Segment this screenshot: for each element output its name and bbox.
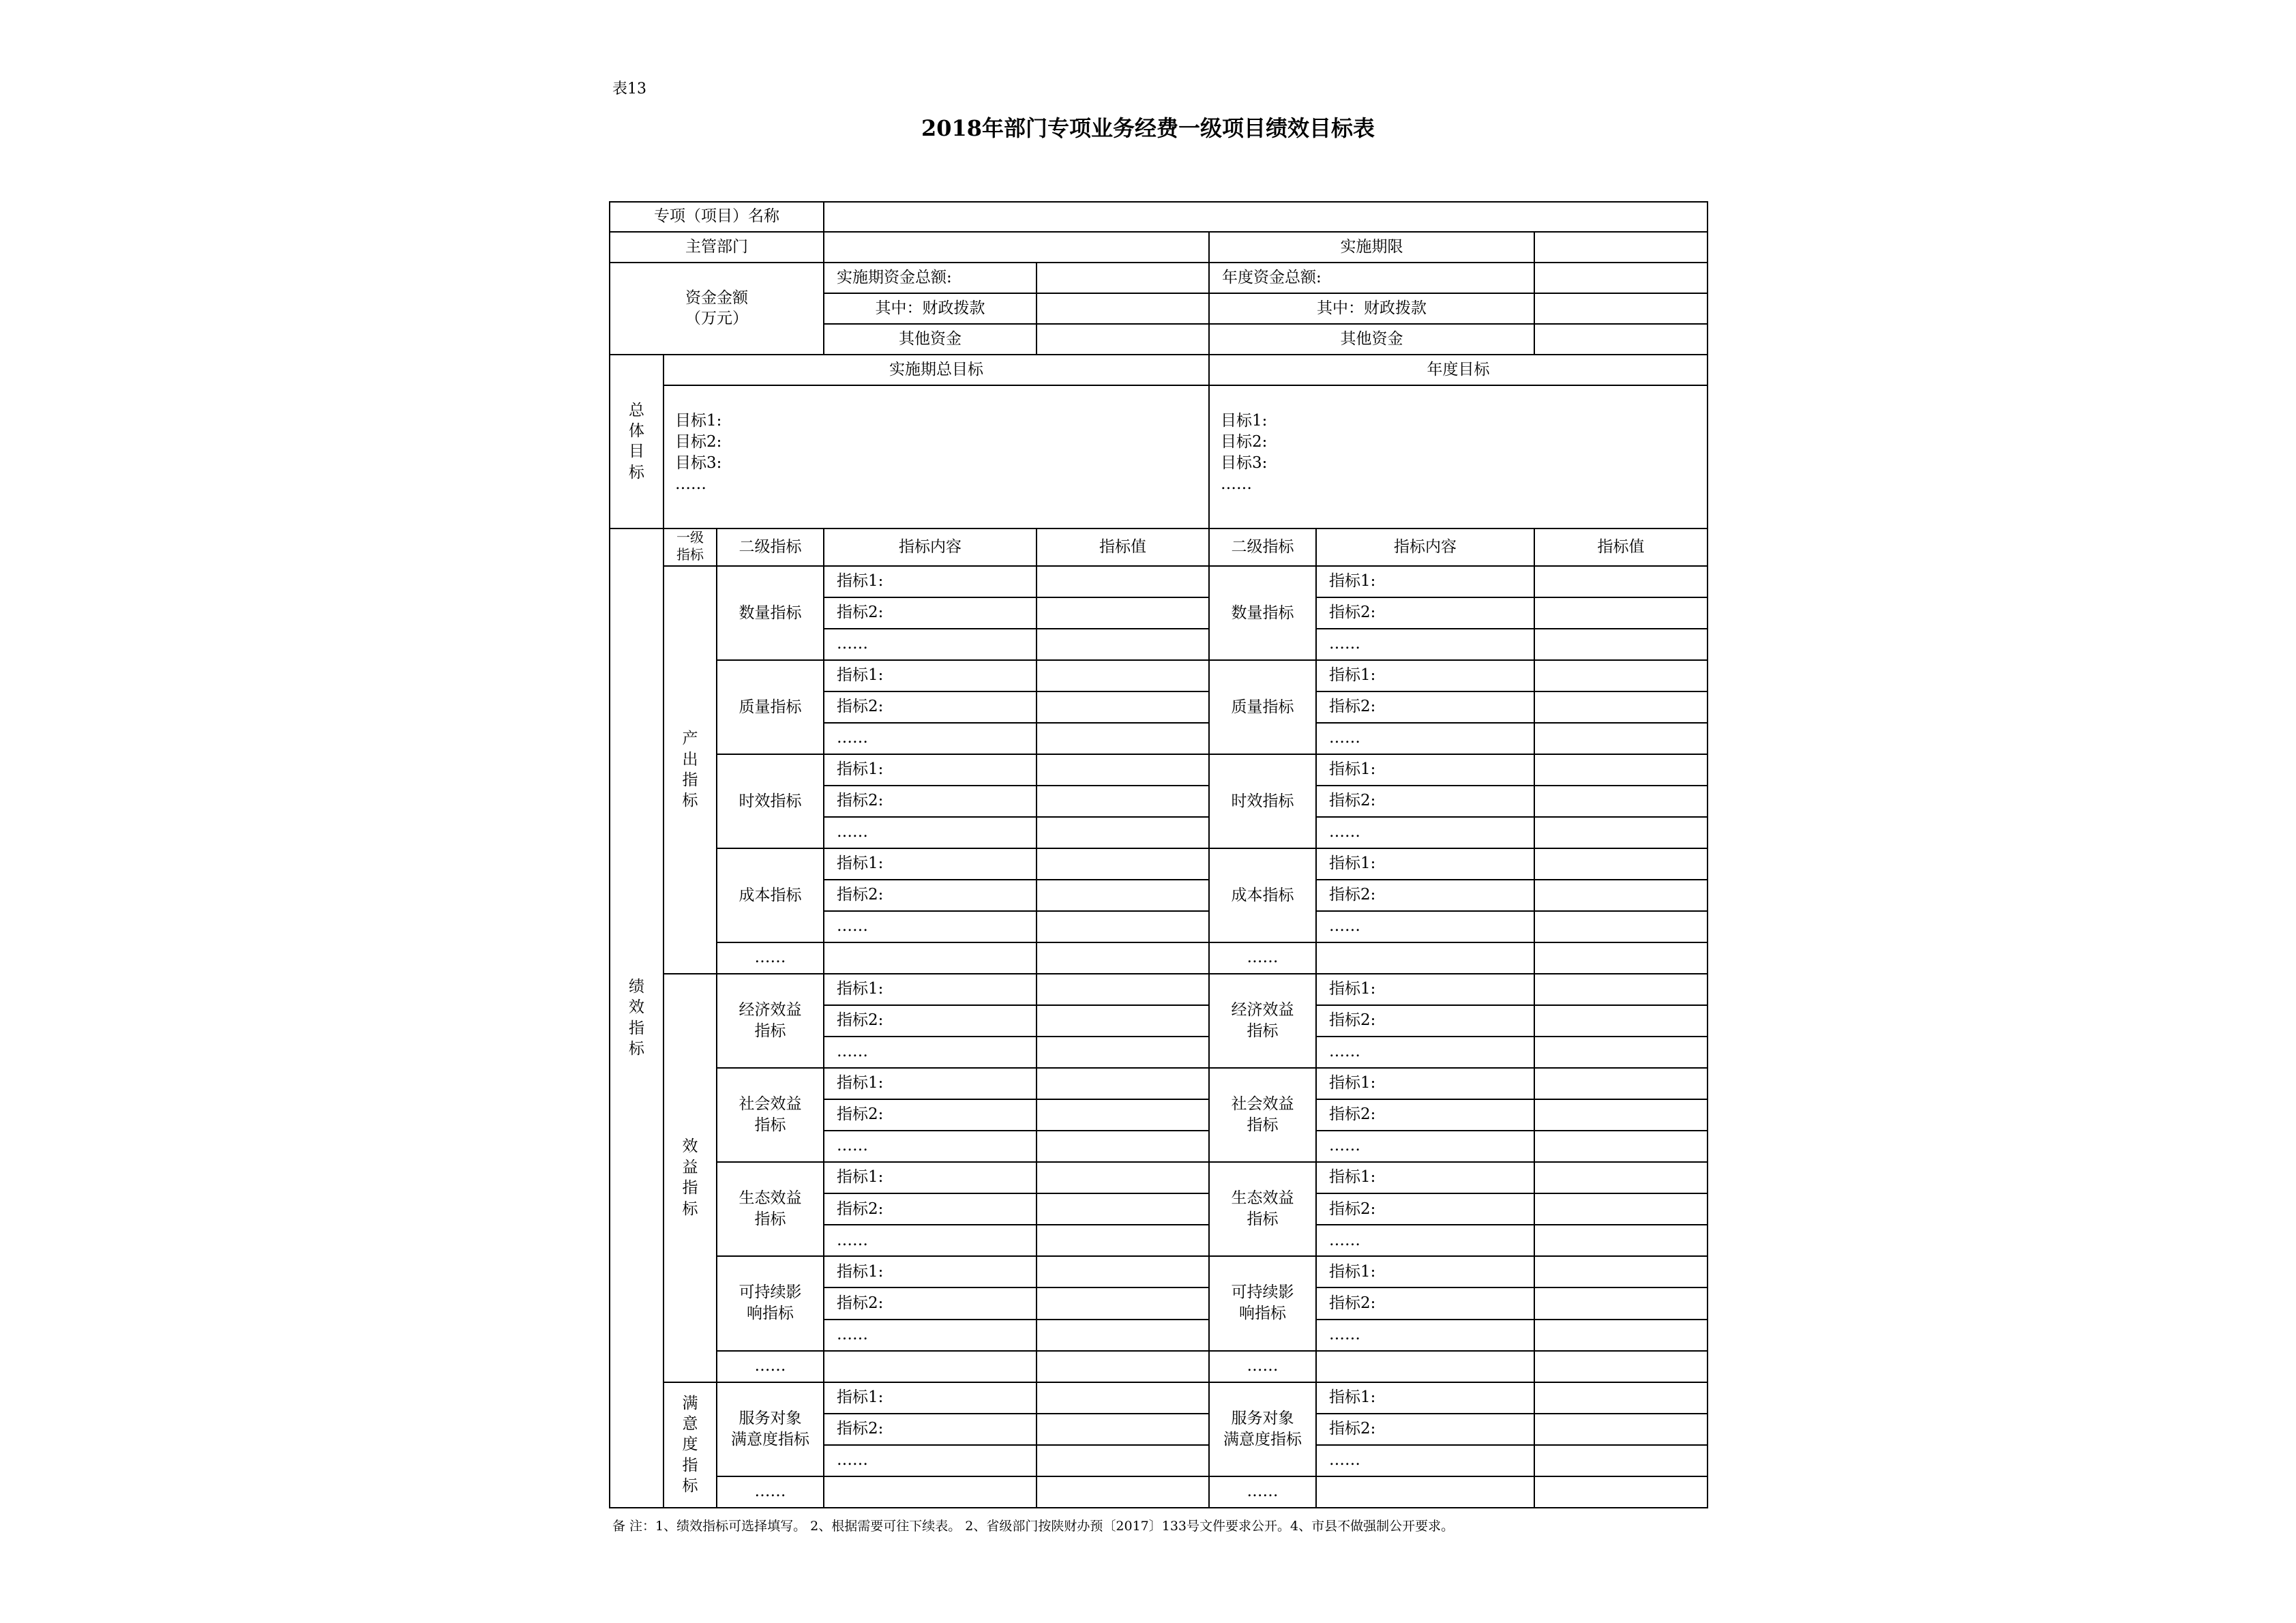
indicator-content-left[interactable]: …… [824,629,1037,660]
goal-item: 目标1: [675,412,722,430]
indicator-content-right[interactable]: …… [1316,1225,1534,1256]
indicator-value-left[interactable] [1037,566,1209,597]
indicator-value-right[interactable] [1534,1193,1708,1225]
indicator-content-left[interactable]: …… [824,1131,1037,1162]
goal-item: 目标2: [675,433,722,451]
value-header-left: 指标值 [1037,528,1209,566]
performance-target-table [609,201,1708,1508]
indicator-content-left[interactable]: 指标2: [824,691,1037,723]
indicator-value-left[interactable] [1037,1162,1209,1193]
indicator-value-left[interactable] [1037,629,1209,660]
indicator-content-right[interactable]: …… [1316,723,1534,754]
value-header-right: 指标值 [1534,528,1708,566]
indicator-content-left[interactable]: 指标1: [824,974,1037,1005]
level2-left: 数量指标 [717,566,824,660]
indicator-content-right[interactable]: 指标2: [1316,1193,1534,1225]
period-total-label: 实施期资金总额: [824,263,1037,293]
indicator-content-right[interactable]: 指标2: [1316,597,1534,629]
content-header-left: 指标内容 [824,528,1037,566]
content-header-right: 指标内容 [1316,528,1534,566]
indicator-content-right[interactable]: 指标2: [1316,786,1534,817]
annual-goal-content[interactable] [1209,385,1708,528]
period-goal-header: 实施期总目标 [664,355,1209,385]
indicator-content-left[interactable]: 指标1: [824,566,1037,597]
indicator-content-right[interactable]: …… [1316,1445,1534,1476]
indicator-value-left[interactable] [1037,817,1209,848]
indicator-value-right[interactable] [1534,597,1708,629]
indicator-content-left[interactable]: 指标2: [824,597,1037,629]
indicator-content-right[interactable]: 指标1: [1316,1256,1534,1287]
level2-left: 生态效益 指标 [717,1162,824,1256]
performance-indicator-label-text: 绩效指标 [629,978,644,1058]
indicator-value-right[interactable] [1534,974,1708,1005]
indicator-content-left[interactable]: 指标1: [824,1162,1037,1193]
indicator-content-left[interactable]: 指标1: [824,660,1037,691]
level2-right: 服务对象 满意度指标 [1209,1382,1316,1476]
goal-item: …… [1221,475,1252,494]
annual-total-value[interactable] [1534,263,1708,293]
dept-label: 主管部门 [610,232,824,263]
indicator-value-left[interactable] [1037,911,1209,942]
level2-right: 可持续影 响指标 [1209,1256,1316,1350]
indicator-content-left[interactable]: …… [824,817,1037,848]
indicator-value-right[interactable] [1534,942,1708,974]
indicator-value-right[interactable] [1534,911,1708,942]
annual-other-label: 其他资金 [1209,324,1534,355]
level2-right: 数量指标 [1209,566,1316,660]
indicator-value-left[interactable] [1037,1037,1209,1068]
period-label: 实施期限 [1209,232,1534,263]
indicator-content-right[interactable]: …… [1316,1320,1534,1351]
indicator-content-left[interactable]: …… [824,911,1037,942]
output-category [664,566,717,974]
indicator-content-left[interactable]: 指标1: [824,754,1037,786]
indicator-value-left[interactable] [1037,1382,1209,1414]
indicator-content-right[interactable]: 指标1: [1316,974,1534,1005]
period-total-value[interactable] [1037,263,1209,293]
indicator-content-right[interactable]: …… [1316,911,1534,942]
indicator-content-right[interactable]: …… [1316,1037,1534,1068]
period-other-label: 其他资金 [824,324,1037,355]
level2-header-left: 二级指标 [717,528,824,566]
indicator-value-left[interactable] [1037,1476,1209,1508]
indicator-content-right[interactable]: …… [1316,817,1534,848]
indicator-value-right[interactable] [1534,1414,1708,1445]
period-goal-content[interactable] [664,385,1209,528]
indicator-value-left[interactable] [1037,1351,1209,1382]
indicator-value-right[interactable] [1534,1382,1708,1414]
period-value[interactable] [1534,232,1708,263]
period-fiscal-label: 其中：财政拨款 [824,293,1037,324]
funds-label: 资金金额 （万元） [610,263,824,355]
indicator-value-right[interactable] [1534,880,1708,911]
project-name-value[interactable] [824,202,1708,232]
indicator-content-left[interactable]: …… [824,1320,1037,1351]
indicator-content-right[interactable]: 指标2: [1316,880,1534,911]
indicator-content-right[interactable]: …… [1316,1131,1534,1162]
period-fiscal-value[interactable] [1037,293,1209,324]
indicator-value-left[interactable] [1037,1445,1209,1476]
indicator-content-right[interactable]: …… [1316,629,1534,660]
goal-item: 目标2: [1221,433,1268,451]
indicator-value-right[interactable] [1534,1099,1708,1131]
indicator-value-right[interactable] [1534,691,1708,723]
indicator-content-right[interactable]: 指标2: [1316,1099,1534,1131]
indicator-value-left[interactable] [1037,1287,1209,1319]
indicator-value-right[interactable] [1534,566,1708,597]
indicator-content-left[interactable]: 指标2: [824,1193,1037,1225]
indicator-content-right[interactable]: 指标2: [1316,1414,1534,1445]
indicator-content-right[interactable]: 指标1: [1316,754,1534,786]
performance-indicator-label [610,528,664,1508]
benefit-category-text: 效益指标 [682,1137,698,1218]
indicator-content-left[interactable]: 指标2: [824,1099,1037,1131]
indicator-value-left[interactable] [1037,723,1209,754]
overall-goal-label [610,355,664,528]
level1-header-text: 一级指标 [676,529,704,563]
indicator-value-left[interactable] [1037,1005,1209,1037]
annual-fiscal-label: 其中：财政拨款 [1209,293,1534,324]
indicator-content-right[interactable]: 指标2: [1316,691,1534,723]
indicator-value-left[interactable] [1037,660,1209,691]
indicator-content-left[interactable] [824,1476,1037,1508]
indicator-value-left[interactable] [1037,848,1209,880]
indicator-content-left[interactable]: …… [824,1445,1037,1476]
level2-left: 成本指标 [717,848,824,942]
level2-left: 可持续影 响指标 [717,1256,824,1350]
indicator-content-left[interactable]: 指标1: [824,1382,1037,1414]
indicator-content-right[interactable]: 指标2: [1316,1005,1534,1037]
goal-item: …… [675,475,706,494]
indicator-value-right[interactable] [1534,1445,1708,1476]
indicator-value-right[interactable] [1534,786,1708,817]
indicator-content-left[interactable]: 指标2: [824,1414,1037,1445]
benefit-category [664,974,717,1382]
indicator-content-left[interactable] [824,1351,1037,1382]
annual-goal-header: 年度目标 [1209,355,1708,385]
level2-more-left: …… [717,1476,824,1508]
indicator-value-left[interactable] [1037,691,1209,723]
level2-right: 社会效益 指标 [1209,1068,1316,1162]
goal-item: 目标3: [1221,454,1268,473]
indicator-content-right[interactable] [1316,942,1534,974]
indicator-value-left[interactable] [1037,1099,1209,1131]
indicator-content-left[interactable]: 指标2: [824,1005,1037,1037]
indicator-content-left[interactable]: 指标2: [824,880,1037,911]
level2-left: 服务对象 满意度指标 [717,1382,824,1476]
indicator-value-right[interactable] [1534,1351,1708,1382]
level2-more-right: …… [1209,1476,1316,1508]
indicator-content-left[interactable]: 指标1: [824,848,1037,880]
level2-right: 时效指标 [1209,754,1316,848]
indicator-value-right[interactable] [1534,629,1708,660]
indicator-value-right[interactable] [1534,1225,1708,1256]
overall-goal-label-text: 总体目标 [629,401,644,481]
indicator-content-right[interactable] [1316,1476,1534,1508]
level2-more-right: …… [1209,942,1316,974]
indicator-value-left[interactable] [1037,597,1209,629]
indicator-content-right[interactable]: 指标2: [1316,1287,1534,1319]
indicator-value-left[interactable] [1037,1414,1209,1445]
indicator-content-right[interactable]: 指标1: [1316,1068,1534,1099]
table-number-label: 表13 [612,80,646,98]
indicator-value-right[interactable] [1534,1037,1708,1068]
indicator-value-right[interactable] [1534,1320,1708,1351]
level2-header-right: 二级指标 [1209,528,1316,566]
level2-more-left: …… [717,1351,824,1382]
indicator-content-left[interactable]: …… [824,723,1037,754]
indicator-content-left[interactable]: …… [824,1225,1037,1256]
footnote: 备 注：1、绩效指标可选择填写。 2、根据需要可往下续表。 2、省级部门按陕财办预〔2017〕133号文件要求公开。4、市县不做强制公开要求。 [612,1519,1455,1534]
indicator-content-left[interactable]: 指标2: [824,1287,1037,1319]
indicator-value-right[interactable] [1534,1068,1708,1099]
indicator-value-right[interactable] [1534,1287,1708,1319]
project-name-label: 专项（项目）名称 [610,202,824,232]
indicator-content-left[interactable]: …… [824,1037,1037,1068]
annual-other-value[interactable] [1534,324,1708,355]
level2-right: 经济效益 指标 [1209,974,1316,1068]
indicator-content-right[interactable]: 指标1: [1316,848,1534,880]
level2-more-right: …… [1209,1351,1316,1382]
indicator-value-left[interactable] [1037,786,1209,817]
indicator-content-right[interactable]: 指标1: [1316,1162,1534,1193]
indicator-value-left[interactable] [1037,1068,1209,1099]
level2-left: 经济效益 指标 [717,974,824,1068]
indicator-value-right[interactable] [1534,1005,1708,1037]
indicator-value-right[interactable] [1534,754,1708,786]
indicator-content-left[interactable]: 指标2: [824,786,1037,817]
indicator-value-left[interactable] [1037,1131,1209,1162]
indicator-content-right[interactable]: 指标1: [1316,660,1534,691]
indicator-content-left[interactable] [824,942,1037,974]
indicator-value-left[interactable] [1037,754,1209,786]
level2-right: 生态效益 指标 [1209,1162,1316,1256]
indicator-content-left[interactable]: 指标1: [824,1068,1037,1099]
indicator-value-left[interactable] [1037,1256,1209,1287]
document-title: 2018年部门专项业务经费一级项目绩效目标表 [921,115,1375,141]
level2-right: 成本指标 [1209,848,1316,942]
indicator-value-right[interactable] [1534,817,1708,848]
level2-left: 社会效益 指标 [717,1068,824,1162]
indicator-value-left[interactable] [1037,1225,1209,1256]
indicator-value-right[interactable] [1534,660,1708,691]
indicator-value-right[interactable] [1534,1256,1708,1287]
level2-left: 质量指标 [717,660,824,754]
dept-value[interactable] [824,232,1209,263]
satisfaction-category [664,1382,717,1508]
goal-item: 目标3: [675,454,722,473]
satisfaction-category-text: 满意度指标 [682,1394,698,1495]
indicator-value-right[interactable] [1534,848,1708,880]
level2-more-left: …… [717,942,824,974]
indicator-value-left[interactable] [1037,1193,1209,1225]
indicator-value-left[interactable] [1037,880,1209,911]
level1-header [664,528,717,566]
indicator-content-right[interactable] [1316,1351,1534,1382]
level2-right: 质量指标 [1209,660,1316,754]
goal-item: 目标1: [1221,412,1268,430]
output-category-text: 产出指标 [682,730,698,810]
level2-left: 时效指标 [717,754,824,848]
indicator-value-left[interactable] [1037,942,1209,974]
indicator-value-left[interactable] [1037,1320,1209,1351]
indicator-value-left[interactable] [1037,974,1209,1005]
indicator-value-right[interactable] [1534,1131,1708,1162]
indicator-value-right[interactable] [1534,723,1708,754]
indicator-content-right[interactable]: 指标1: [1316,1382,1534,1414]
indicator-value-right[interactable] [1534,1476,1708,1508]
annual-fiscal-value[interactable] [1534,293,1708,324]
annual-total-label: 年度资金总额: [1209,263,1534,293]
indicator-content-right[interactable]: 指标1: [1316,566,1534,597]
indicator-content-left[interactable]: 指标1: [824,1256,1037,1287]
period-other-value[interactable] [1037,324,1209,355]
indicator-value-right[interactable] [1534,1162,1708,1193]
